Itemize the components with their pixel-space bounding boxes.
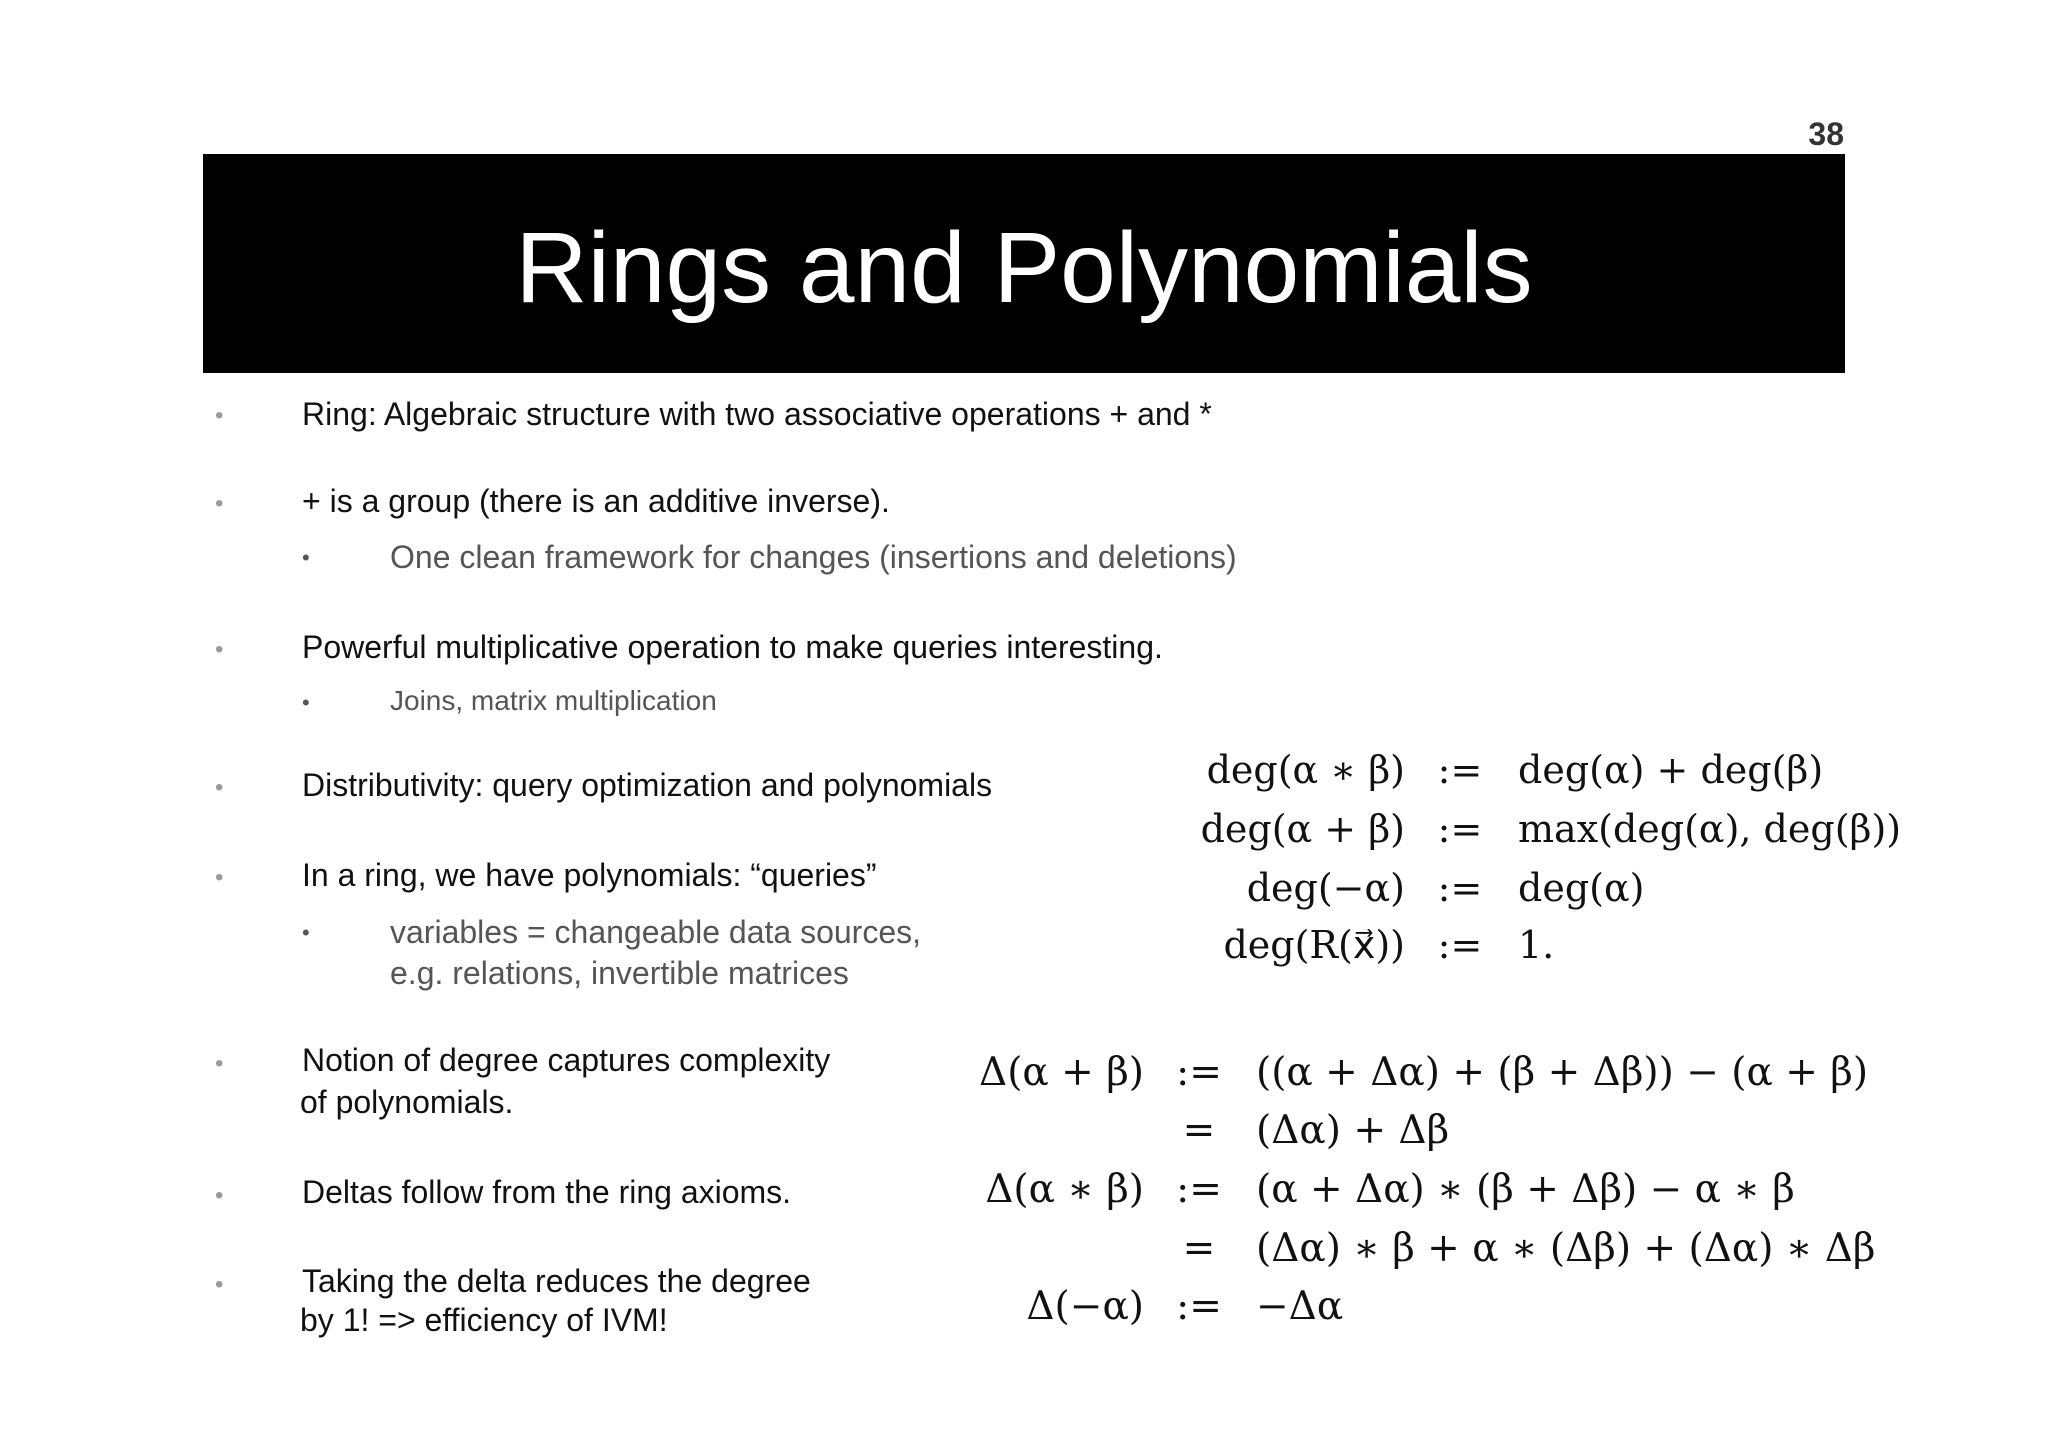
sub-bullet-joins: Joins, matrix multiplication [390, 685, 717, 716]
delta-equation-row [960, 1167, 1880, 1217]
degree-equation-row [1180, 748, 1870, 798]
slide-title: Rings and Polynomials [515, 211, 1533, 324]
sub-bullet-variables-line1: variables = changeable data sources, [390, 914, 922, 950]
equation-rhs: max(deg(α), deg(β)) [1518, 807, 1902, 851]
equation-lhs: deg(α ∗ β) [1206, 748, 1405, 792]
degree-equation-row [1180, 923, 1870, 973]
bullet-marker: • [215, 774, 224, 801]
bullet-ring-definition: Ring: Algebraic structure with two associative operations + and * [302, 396, 1212, 432]
equation-rhs: −Δα [1256, 1284, 1344, 1329]
equation-operator: := [1437, 923, 1483, 967]
bullet-marker: • [215, 636, 224, 663]
degree-equation-row [1180, 866, 1870, 916]
equation-operator: = [1182, 1226, 1216, 1271]
equation-lhs: deg(R(x⃗)) [1223, 923, 1405, 967]
equation-rhs: deg(α) [1518, 866, 1645, 910]
bullet-distributivity: Distributivity: query optimization and polynomials [302, 767, 993, 803]
bullet-delta-reduces-line1: Taking the delta reduces the degree [302, 1263, 811, 1299]
equation-lhs: deg(−α) [1246, 866, 1405, 910]
bullet-delta-reduces-line2: by 1! => efficiency of IVM! [300, 1302, 668, 1338]
delta-equation-row [960, 1050, 1880, 1100]
bullet-multiplicative-operation: Powerful multiplicative operation to make queries interesting. [302, 629, 1163, 665]
bullet-marker: • [215, 1182, 224, 1209]
delta-equations [960, 1050, 1880, 1350]
equation-operator: := [1437, 807, 1483, 851]
degree-equation-row [1180, 807, 1902, 857]
equation-lhs: Δ(−α) [1026, 1284, 1144, 1329]
bullet-degree-line2: of polynomials. [300, 1084, 514, 1120]
page-number: 38 [1808, 116, 1844, 152]
equation-operator: := [1176, 1167, 1222, 1212]
equation-lhs: Δ(α ∗ β) [985, 1167, 1144, 1212]
equation-operator: := [1176, 1284, 1222, 1329]
bullet-additive-group: + is a group (there is an additive inverse). [302, 483, 890, 519]
equation-rhs: (Δα) ∗ β + α ∗ (Δβ) + (Δα) ∗ Δβ [1256, 1226, 1876, 1271]
sub-bullet-marker: • [302, 920, 310, 945]
sub-bullet-clean-framework: One clean framework for changes (insertions and deletions) [390, 539, 1237, 575]
bullet-marker: • [215, 1050, 224, 1077]
bullet-marker: • [215, 1271, 224, 1298]
equation-rhs: (Δα) + Δβ [1256, 1108, 1450, 1153]
bullet-polynomials-queries: In a ring, we have polynomials: “queries” [302, 857, 877, 893]
equation-lhs: deg(α + β) [1200, 807, 1405, 851]
sub-bullet-marker: • [302, 690, 310, 715]
bullet-marker: • [215, 864, 224, 891]
equation-operator: = [1182, 1108, 1216, 1153]
bullet-marker: • [215, 402, 224, 429]
equation-rhs: (α + Δα) ∗ (β + Δβ) − α ∗ β [1256, 1167, 1795, 1212]
delta-equation-row [960, 1284, 1880, 1334]
delta-equation-row [960, 1226, 1880, 1276]
sub-bullet-variables-line2: e.g. relations, invertible matrices [390, 955, 849, 991]
degree-equations [1180, 748, 1902, 988]
bullet-deltas-ring-axioms: Deltas follow from the ring axioms. [302, 1174, 792, 1210]
bullet-degree-line1: Notion of degree captures complexity [302, 1042, 831, 1078]
equation-operator: := [1176, 1050, 1222, 1095]
delta-equation-row [960, 1108, 1880, 1158]
equation-rhs: 1. [1518, 923, 1555, 967]
equation-rhs: ((α + Δα) + (β + Δβ)) − (α + β) [1256, 1050, 1869, 1095]
sub-bullet-marker: • [302, 545, 310, 570]
equation-rhs: deg(α) + deg(β) [1518, 748, 1824, 792]
equation-operator: := [1437, 866, 1483, 910]
bullet-marker: • [215, 490, 224, 517]
title-bar [203, 154, 1845, 373]
equation-lhs: Δ(α + β) [979, 1050, 1144, 1095]
equation-operator: := [1437, 748, 1483, 792]
